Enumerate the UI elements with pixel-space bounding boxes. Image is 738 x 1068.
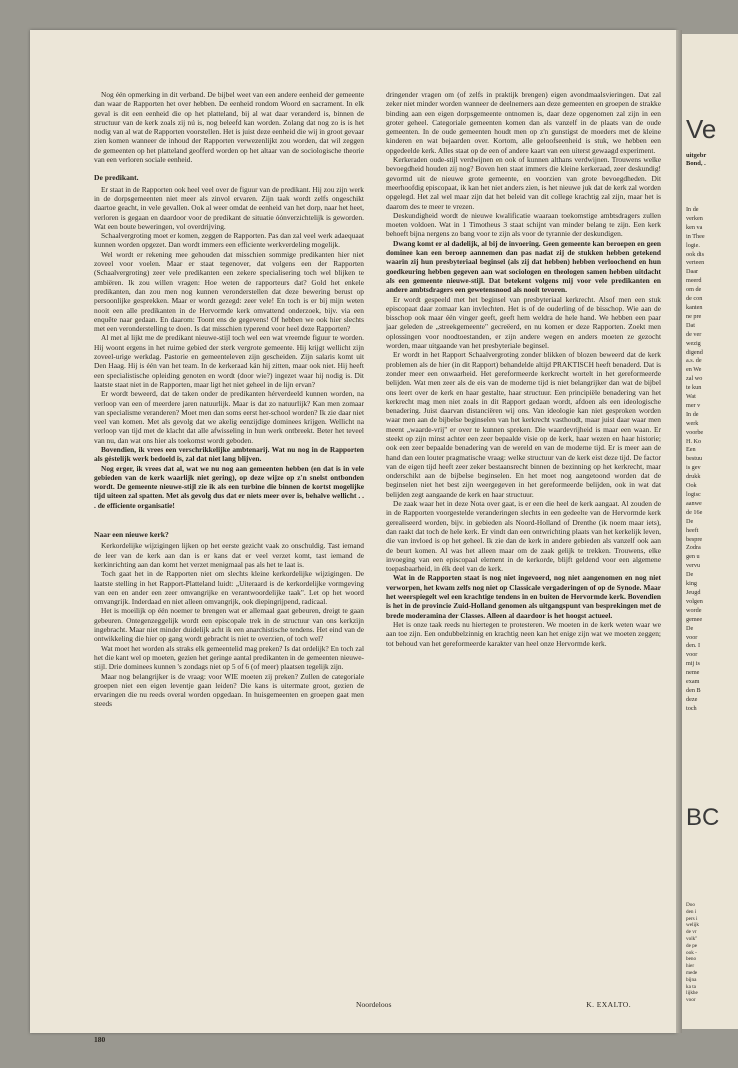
text-fragment: de con [686,295,703,303]
text-fragment: worde [686,606,702,614]
paragraph: Kerkeraden oude-stijl verdwijnen en ook of kunnen althans verdwijnen. Trouwens welke bevoegdheid houden zij nog? Boven hen staat immers die kleine kerkeraad, zeer deskundig! gevormd uit de nieuwe grote gemeente, en voorzien van grote bevoegdheden. Dit meerhoofdig episcopaat, ik kan het niet anders zien, is het nieuwe juk dat de kerk zal worden opgelegd. Het zal wel maar zijn dat het beleid van dit college krachtig zal zijn, maar het is daarom des te meer te vrezen. [386,155,661,211]
document-page [30,30,676,1044]
text-fragment: De [686,624,694,632]
text-fragment: den B [686,686,701,694]
text-fragment: aanwe [686,499,702,507]
author-name: K. EXALTO. [586,1000,631,1009]
text-fragment: Daar [686,268,699,276]
text-fragment: mer v [686,401,701,409]
text-fragment: volk" [686,935,698,942]
text-fragment: neme [686,669,700,677]
paragraph: Maar nog belangrijker is de vraag: voor WIE moeten zij preken? Zullen de categoriale groepen niet een eigen leventje gaan leiden? Die kans is uitermate groot, gezien de ervaringen die nu reeds overal worden opgedaan. In huisgemeenten en groepen gaat men steeds [94,671,364,709]
paragraph: De zaak waar het in deze Nota over gaat, is er een die heel de kerk aangaat. Al zouden de in de Rapporten voorgestelde veranderingen slechts in een gedeelte van de Hervormde kerk gerealiseerd worden, bijv. in gebieden als Noord-Holland of Drenthe (ik noem maar iets), dan raakt dat toch de hele kerk. Er vindt dan een ontwrichting plaats van het kerkelijk leven, die van invloed is op het geheel. Ik zie dan de kerk in andere gebieden als vanzelf ook aan de beurt komen. Al was het alleen maar om de zaak gelijk te trekken. Trouwens, elke invoeging van een episcopaal element in de kerkorde, blijft geldend voor een algemene toepasbaarheid, in élk deel van de kerk. [386,499,661,574]
paragraph: Toch gaat het in de Rapporten niet om slechts kleine kerkordelijke wijzigingen. De laatste stelling in het Rapport-Platteland luidt: „Uiteraard is de kerkordelijke vormgeving van een en ander een zeer omvangrijke en verantwoordelijke taak". Let op het woord omvangrijk. Inderdaad en niet alleen omvangrijk, ook diepingrijpend, radicaal. [94,569,364,607]
text-fragment: bespre [686,535,703,543]
text-fragment: ken va [686,223,703,231]
text-fragment: exam [686,678,700,686]
text-fragment: mede [686,969,698,976]
paragraph: Nog één opmerking in dit verband. De bijbel weet van een andere eenheid der gemeente dan waar de Rapporten het over hebben. De eenheid rondom Woord en sacrament. In elk geval is dit een eenheid die op het platteland, bij al wat daar veranderd is, binnen de structuur van de kerk zoals zij nú is, nog beleefd kan worden. Zolang dat nog zo is is het nodig van al wat de Rapporten voorstellen. Het is juist deze eenheid die wij in groot gevaar zien komen wanneer de inhoud der Rapporten verwezenlijkt zou worden, dat wil zeggen de gemeenten op het platteland geofferd worden op het altaar van de sociologische theorie van een verloren sociale eenheid. [94,90,364,165]
text-fragment: H. Ko [686,437,702,445]
text-fragment: volgen [686,597,703,605]
adjacent-page-text-b [686,902,738,1004]
paragraph: Bovendien, ik vrees een verschrikkelijke ambtenarij. Wat nu nog in de Rapporten als géstelijk werk bedoeld is, zal dat niet lang blijven. [94,444,364,464]
adjacent-page-text-a [686,206,738,714]
text-fragment: de vr [686,929,697,936]
text-fragment: den i [686,908,697,915]
text-fragment: gen u [686,553,700,561]
text-fragment: drukk [686,473,701,481]
text-fragment: Dat [686,321,695,329]
paragraph: Wel wordt er rekening mee gehouden dat misschien sommige predikanten hier niet zoveel voor voelen. Maar er staat tegenover, dat volgens een der Rapporten (Schaalvergroting) zeer vele predikanten een zekere specialisering toch wel blijken te ambiëren. Ik zou willen vragen: Hoe weten de rapporteurs dat? Gold het enkele predikanten, dan zou men nog kunnen veronderstellen dat deze bewering berust op persoonlijke gesprekken. Maar er wordt gezegd: zeer vele! En toch is er bij mijn weten nooit een alle predikanten in de Hervormde kerk omvattend onderzoek, bijv. via een enquête naar gedaan. En daarom: Toont ens de gegevens! Of hebben we ook hier slechts met een veronderstelling te doen. Is dat misschien typerend voor heel deze Rapporten? [94,249,364,334]
paragraph: Nog erger, ik vrees dat al, wat we nu nog aan gemeenten hebben (en dat is in vele gebieden van de kerk waarlijk niet gering), op deze wijze op z'n snelst ontbonden wordt. De gemeente nieuwe-stijl zie ik als een turbine die binnen de kortst mogelijke tijd uiteen zal spatten. Met als gevolg dus dat er niets meer over is, behalve wellicht . . . de efficiente organisatie! [94,463,364,510]
subtitle-line: uitgebr [686,152,707,159]
text-fragment: deze [686,695,698,703]
text-fragment: Wat [686,393,696,401]
subtitle-line: Bond, . [686,160,706,167]
text-fragment: De [686,571,694,579]
text-fragment: toch [686,704,697,712]
text-fragment: werk [686,419,699,427]
section-heading: De predikant. [94,173,139,183]
text-fragment: zal wo [686,375,703,383]
paragraph: Er staat in de Rapporten ook heel veel over de figuur van de predikant. Hij zou zijn werk in de dorpsgemeenten niet meer als zinvol ervaren. Zijn taak wordt zelfs ongeschikt daartoe geacht, in vele gevallen. Ook al weer omdat de eenheid van het dorp, naar het heet, verloren is gegaan en daardoor voor de predikant de situatie óónverzichtelijk is geworden. Wat een boute beweringen, vol overdrijving. [94,184,364,231]
text-fragment: De [686,517,694,525]
text-fragment: logisc [686,491,701,498]
text-fragment: beno [686,956,697,963]
text-fragment: mij is [686,660,700,668]
page-number: 180 [94,1035,106,1044]
text-fragment: verken [686,214,703,222]
text-fragment: bestuu [686,455,703,463]
text-fragment: Ook [686,482,697,490]
adjacent-page-heading: Ve [686,114,717,144]
text-fragment: a.s. de [686,357,702,365]
text-fragment: is gev [686,464,701,472]
section-heading: Naar een nieuwe kerk? [94,530,169,540]
paragraph: Wat in de Rapporten staat is nog niet ingevoerd, nog niet aangenomen en nog niet verworpen, het kwam zelfs nog niet op Classicale vergaderingen of op de Synode. Maar het weerspiegelt wel een krachtige tendens in en buiten de Hervormde kerk. Bovendien is het in de provincie Zuid-Holland genomen als uitgangspunt van besprekingen met de brede moderamina der Classes. Alleen al daardoor is het hoogst actueel. [386,573,661,620]
text-fragment: vervu [686,562,701,570]
text-fragment: logie. [686,241,700,249]
text-fragment: ook dis [686,250,705,258]
paragraph: dringender vragen om (of zelfs in praktijk brengen) eigen avondmaalsvieringen. Dat zal zeker niet minder worden wanneer de deelnemers aan deze gemeenten en groepen de strakke binding aan een eigen dorpsgemeente ontnomen is, daar deze opgenomen zal zijn in een groter geheel. Categoriale gemeenten komen dan als vanzelf in de plaats van de oude gemeenten. In de oude gemeenten houdt men op z'n gunstigst de moeders met de kleine kinderen en wat bejaarden over. Kortom, alle geloofseenheid is stuk, we hebben een opgedeelde kerk. Alles staat op de een of andere kaart van een uiterst gewaagd experiment. [386,90,661,155]
paragraph: Kerkordelijke wijzigingen lijken op het eerste gezicht vaak zo onschuldig. Tast iemand de leer van de kerk aan dan is er kans dat er veel verzet komt, tast iemand de kerkinrichting aan dan komt het verzet menigmaal pas als het te laat is. [94,541,364,569]
text-fragment: pers i [686,915,698,922]
text-fragment: in Thee [686,232,705,240]
text-fragment: voorbe [686,428,704,436]
paragraph: Er wordt gespeeld met het beginsel van presbyteriaal kerkrecht. Alsof men een stuk episcopaat daar zomaar kan invlechten. Het is of de ouderling of de bisschop. Wie aan de bisschop ook maar één vinger geeft, geeft hem weldra de hele hand. We hebben een paar jaar geleden de „streekgemeente" gecreëerd, en nu komen er deze Rapporten. Zoekt men oplossingen voor noodtoestanden, er zijn andere wegen en anders moeten ze gezocht worden, maar uitgaande van het presbyteriale beginsel. [386,294,661,351]
text-fragment: kanten [686,303,703,311]
text-fragment: de pe [686,942,698,949]
text-fragment: den. I [686,642,701,650]
text-fragment: te kun [686,384,702,392]
text-fragment: heeft [686,526,699,534]
paragraph: Het is moeilijk op één noemer te brengen wat er allemaal gaat gebeuren, dreigt te gaan gebeuren. Ontegenzeggelijk wordt een episcopale trek in de structuur van ons kerkzijn ingebracht. Maar niet minder duidelijk acht ik een anarchistische tendens. Het eind van de ontwikkeling die hier op gang wordt gebracht is niet te overzien, of toch wel? [94,606,364,644]
text-fragment: bijna [686,976,697,983]
left-column [94,90,364,960]
text-fragment: om de [686,286,702,294]
text-fragment: ne pre [686,312,702,320]
place-name: Noordeloos [356,1000,392,1009]
text-fragment: In de [686,410,699,418]
right-column [386,90,661,960]
paragraph: Het is onze taak reeds nu hiertegen te protesteren. We moeten in de kerk weten waar we aan toe zijn. Een ondubbelzinnig en krachtig neen kan het enige zijn wat we moeten zeggen; tot behoud van het gereformeerde karakter van heel onze Hervormde kerk. [386,619,661,648]
text-fragment: ka ta [686,983,696,990]
text-fragment: In de [686,206,699,213]
text-fragment: Jeugd [686,588,701,596]
text-fragment: gemee [686,615,703,623]
text-fragment: digend [686,348,703,356]
paragraph: Er wordt in het Rapport Schaalvergroting zonder blikken of blozen beweerd dat de kerk problemen als de hier (in dit Rapport) behandelde altijd PRAKTISCH heeft benaderd. Dat is zonder meer een onwaarheid. Het gereformeerde kerkrecht wortelt in het gereformeerde belijden. Wat men zeer als de eis van de moderne tijd is niet belangrijker dan wat de bijbel ons leert over de kerk en haar gestalte, haar structuur. Een principiële benadering van het kerkrecht mag men niet zoals in dit Rapport gedaan wordt, afdoen als een ideologische benadering. Juist daarvan distanciëren wij ons. Van ideologie kan niet gesproken worden waar men aan de bijbelse beginselen van het kerkrecht vasthoudt, maar juist daar waar men meent „waarde-vrij" er over te kunnen spreken. Die waardevrijheid is maar een waan. Er steekt op zijn minst achter een zeer bepaalde visie op de kerk, haar wezen en haar historie; ook een zeer bepaalde benadering van de wereld en van de moderne tijd. Er is meer aan de hand dan een louter pragmatische vraag: welke structuur van de kerk eist deze tijd. De factor van de eigen tijd heeft zeer zeker bestaansrecht binnen de bezinning op het kerkrecht, maar onderschikt aan de bijbelse beginselen. En het moet nog aangetoond worden dat de beginselen niet het best zijn weergegeven in het gereformeerde belijden, ook in wat dat belijden zegt aangaande de kerk en haar structuur. [386,350,661,499]
text-fragment: ook - [686,949,697,956]
text-fragment: meerd [686,277,702,285]
paragraph: Deskundigheid wordt de nieuwe kwalificatie waaraan toekomstige ambtsdragers zullen moeten voldoen. Wat in 1 Timotheus 3 staat schijnt van minder belang te zijn. Een kerk behoeft bijna nergens zo bang voor te zijn als voor de tyrannie der deskundigen. [386,210,661,239]
paragraph: Schaalvergroting moet er komen, zeggen de Rapporten. Pas dan zal veel werk adaequaat kunnen worden opgezet. Dan wordt immers een efficiente werkverdeling mogelijk. [94,231,364,250]
text-fragment: welijk [686,922,699,929]
text-fragment: lijkhe [686,990,698,997]
text-fragment: wezig [686,339,701,347]
text-fragment: de ver [686,330,702,338]
text-fragment: voor [686,633,698,641]
adjacent-page-subtitle [686,152,738,168]
adjacent-page-heading-2: BC [686,804,720,831]
paragraph: Wat moet het worden als straks elk gemeentelid mag preken? Is dat ordelijk? En toch zal het die kant wel op moeten, gezien het geringe aantal predikanten in de gemeenten nieuwe-stijl. Drie dominees kunnen 's zondags niet op 5 of 6 (of meer) plaatsen tegelijk zijn. [94,643,364,672]
adjacent-page [682,34,738,1029]
text-fragment: de 16e [686,508,703,516]
text-fragment: Zodra [686,544,701,552]
text-fragment: verteen [686,259,705,267]
paragraph: Al met al lijkt me de predikant nieuwe-stijl toch wel een wat vreemde figuur te worden. Hij woont ergens in het ruime gebied der sterk vergrote gemeente. Hij krijgt wellicht zijn zoveel-urige werkdag. Pastorie en gemeenteleven zijn gescheiden. Zijn salaris komt uit Den Haag. Hij is één van het team. In de kerkeraad kán hij zitten, maar ook niet. Hij heeft een specialistische opleiding genoten en wordt (door wie?) ingezet waar hij nodig is. Dit laatste staat niet in de Rapporten, maar ligt het niet geheel in de lijn ervan? [94,333,364,389]
text-fragment: voor [686,651,698,659]
text-fragment: voor [686,997,696,1004]
paragraph: Er wordt beweerd, dat de taken onder de predikanten hérverdeeld kunnen worden, na verloop van een of meerdere jaren natuurlijk. Maar is dat zo natuurlijk? Kan men zomaar van specialisme veranderen? Moet men dan soms eerst her-school worden? Ik zie daar niet veel van komen. Met als gevolg dat we akelig eenzijdige dominees krijgen. Wellicht na verloop van tijd met de klacht dat alle afwisseling in hun werk ontbreekt. Beter het teveel van nu, dan wat ons hier als toekomst wordt geboden. [94,389,364,445]
text-fragment: Doo [686,902,695,908]
text-fragment: Een [686,446,696,454]
text-fragment: en We [686,366,702,374]
text-fragment: king [686,580,698,588]
text-fragment: hier [686,963,695,970]
paragraph: Dwang komt er al dadelijk, al bij de invoering. Geen gemeente kan beroepen en geen dominee kan een beroep aannemen dan pas nadat zij de stukken hebben getekend waarin zij hun presbyteriaal beginsel (als zij dat hebben) hebben verloochend en hun goedkeuring hebben gegeven aan wat sociologen en theologen samen hebben uitdacht als een gemeente nieuwe-stijl. Dat betekent volgens mij voor vele predikanten en andere ambtsdragers een gewetensnood als nooit tevoren. [386,238,661,295]
